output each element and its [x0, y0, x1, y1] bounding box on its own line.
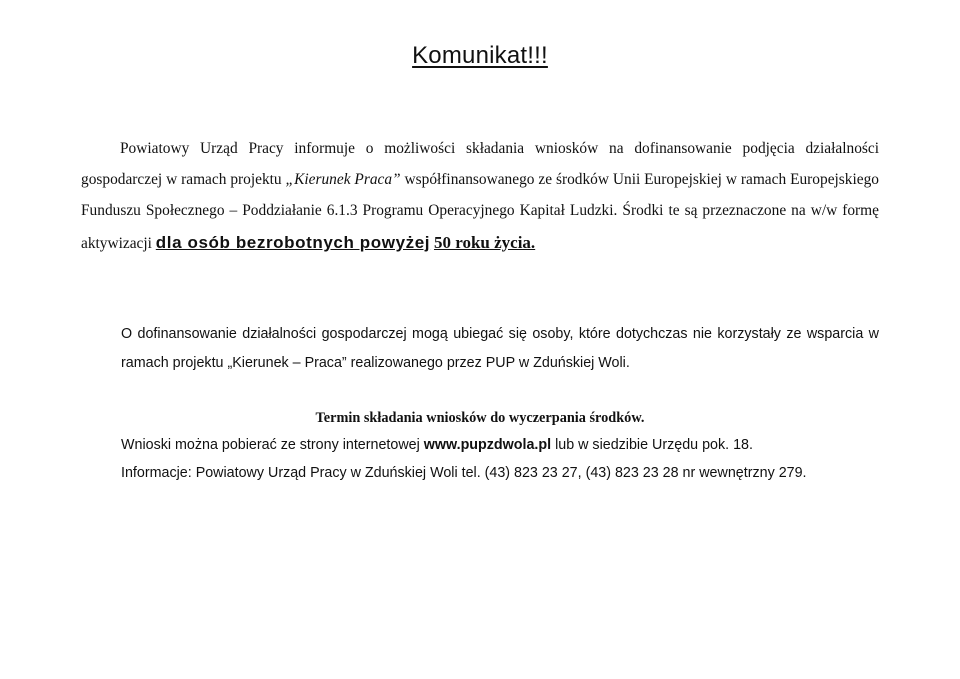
project-name: „Kierunek Praca” — [285, 171, 401, 189]
website-link[interactable]: www.pupzdwola.pl — [423, 437, 552, 453]
page-title: Komunikat!!! — [412, 42, 548, 69]
deadline-notice: Termin składania wniosków do wyczerpania środków. — [315, 410, 645, 426]
announcement-text-2: współfinansowanego ze środków Unii Europejskiej w ramach Europejskiego Funduszu Społecznego – Poddziałanie 6.1.3 Programu Operacyjnego Kapitał Ludzki. — [81, 171, 879, 220]
paragraph-announcement — [81, 133, 879, 259]
target-group-emphasis: dla osób bezrobotnych powyżej — [155, 232, 431, 252]
download-prefix: Wnioski można pobierać ze strony internetowej — [121, 437, 424, 453]
contact-info: Informacje: Powiatowy Urząd Pracy w Zduńskiej Woli tel. (43) 823 23 27, (43) 823 23 28 nr wewnętrzny 279. — [121, 465, 807, 481]
download-suffix: lub w siedzibie Urzędu pok. 18. — [551, 437, 753, 453]
announcement-text-3: Środki te są przeznaczone na w/w formę aktywizacji — [81, 202, 879, 252]
download-line — [121, 437, 753, 453]
paragraph-eligibility: O dofinansowanie działalności gospodarczej mogą ubiegać się osoby, które dotychczas nie korzystały ze wsparcia w ramach projektu „Kierunek – Praca” realizowanego przez PUP w Zduńskiej Woli. — [121, 326, 879, 371]
announcement-text-1: Powiatowy Urząd Pracy informuje o możliwości składania wniosków na dofinansowanie podjęcia działalności gospodarczej w ramach projektu — [81, 140, 879, 189]
age-emphasis: 50 roku życia. — [433, 232, 536, 252]
